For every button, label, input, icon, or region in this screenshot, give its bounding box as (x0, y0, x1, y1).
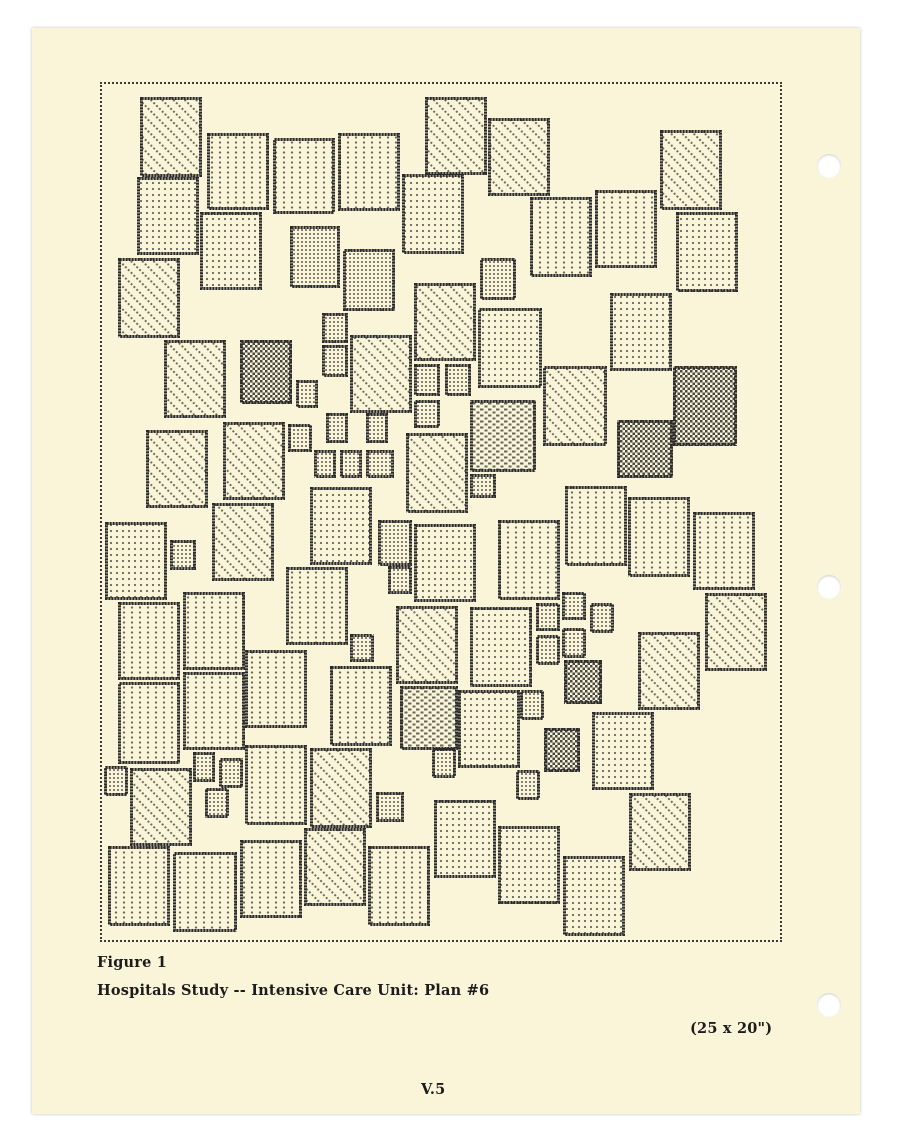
room-fill (350, 335, 412, 413)
room-block (402, 174, 464, 254)
room-fill (118, 682, 180, 764)
room-block (673, 366, 737, 446)
room-fill (118, 258, 180, 338)
room-fill (562, 628, 586, 658)
room-fill (104, 766, 128, 796)
room-fill (105, 522, 167, 600)
room-block (563, 856, 625, 936)
room-fill (470, 400, 536, 472)
room-block (414, 524, 476, 602)
room-fill (330, 666, 392, 746)
room-block (366, 413, 388, 443)
room-fill (536, 635, 560, 665)
room-fill (445, 364, 471, 396)
room-fill (629, 793, 691, 871)
room-block (310, 748, 372, 828)
room-block (200, 212, 262, 290)
room-fill (322, 313, 348, 343)
room-fill (414, 400, 440, 428)
room-block (304, 828, 366, 906)
room-block (705, 593, 767, 671)
room-block (205, 788, 229, 818)
room-block (425, 97, 487, 175)
room-fill (378, 520, 412, 566)
room-block (350, 335, 412, 413)
room-block (183, 592, 245, 670)
room-fill (376, 792, 404, 822)
room-block (140, 97, 202, 177)
room-block (396, 606, 458, 684)
room-fill (310, 487, 372, 565)
room-block (366, 450, 394, 478)
room-fill (338, 133, 400, 211)
room-block (170, 540, 196, 570)
room-fill (543, 366, 607, 446)
figure-label: Figure 1 (97, 954, 168, 971)
room-block (173, 852, 237, 932)
room-fill (164, 340, 226, 418)
room-fill (673, 366, 737, 446)
room-block (400, 686, 458, 750)
room-block (350, 634, 374, 662)
room-block (245, 650, 307, 728)
room-block (544, 728, 580, 772)
room-block (343, 249, 395, 311)
room-fill (212, 503, 274, 581)
room-fill (414, 283, 476, 361)
room-fill (520, 690, 544, 720)
room-fill (563, 856, 625, 936)
room-fill (140, 97, 202, 177)
room-block (478, 308, 542, 388)
room-fill (286, 567, 348, 645)
room-fill (470, 607, 532, 687)
room-fill (434, 800, 496, 878)
room-block (432, 748, 456, 778)
room-block (310, 487, 372, 565)
room-block (322, 345, 348, 377)
room-fill (565, 486, 627, 566)
room-fill (173, 852, 237, 932)
room-fill (705, 593, 767, 671)
room-fill (693, 512, 755, 590)
room-block (290, 226, 340, 288)
room-block (340, 450, 362, 478)
room-block (536, 635, 560, 665)
room-block (434, 800, 496, 878)
room-fill (170, 540, 196, 570)
room-fill (340, 450, 362, 478)
room-block (516, 770, 540, 800)
room-fill (205, 788, 229, 818)
room-fill (223, 422, 285, 500)
room-fill (498, 826, 560, 904)
room-fill (296, 380, 318, 408)
room-block (273, 138, 335, 214)
room-fill (544, 728, 580, 772)
room-fill (676, 212, 738, 292)
room-fill (536, 603, 560, 631)
room-fill (245, 650, 307, 728)
room-fill (488, 118, 550, 196)
room-block (660, 130, 722, 210)
room-fill (366, 450, 394, 478)
room-fill (562, 592, 586, 620)
room-fill (432, 748, 456, 778)
room-block (219, 758, 243, 788)
room-block (470, 607, 532, 687)
room-block (595, 190, 657, 268)
room-block (628, 497, 690, 577)
room-fill (470, 474, 496, 498)
room-block (223, 422, 285, 500)
room-fill (200, 212, 262, 290)
room-fill (108, 846, 170, 926)
page-number: V.5 (421, 1081, 446, 1098)
room-block (245, 745, 307, 825)
room-block (322, 313, 348, 343)
room-fill (146, 430, 208, 508)
room-fill (207, 133, 269, 210)
room-block (118, 602, 180, 680)
room-block (498, 826, 560, 904)
room-fill (343, 249, 395, 311)
room-fill (326, 413, 348, 443)
room-block (480, 258, 516, 300)
room-fill (638, 632, 700, 710)
room-fill (396, 606, 458, 684)
room-block (104, 766, 128, 796)
room-fill (478, 308, 542, 388)
room-block (414, 400, 440, 428)
room-fill (193, 752, 215, 782)
room-block (470, 474, 496, 498)
room-block (470, 400, 536, 472)
room-block (414, 364, 440, 396)
room-fill (402, 174, 464, 254)
room-block (498, 520, 560, 600)
room-fill (245, 745, 307, 825)
room-fill (592, 712, 654, 790)
room-fill (240, 340, 292, 404)
room-block (314, 450, 336, 478)
room-block (445, 364, 471, 396)
room-fill (610, 293, 672, 371)
room-block (676, 212, 738, 292)
room-block (629, 793, 691, 871)
room-block (137, 177, 199, 255)
room-fill (388, 566, 412, 594)
room-fill (406, 433, 468, 513)
room-fill (590, 603, 614, 633)
room-block (240, 840, 302, 918)
room-block (565, 486, 627, 566)
room-fill (273, 138, 335, 214)
room-fill (414, 364, 440, 396)
room-block (414, 283, 476, 361)
room-fill (498, 520, 560, 600)
room-block (108, 846, 170, 926)
room-block (118, 682, 180, 764)
room-fill (530, 197, 592, 277)
room-block (388, 566, 412, 594)
room-fill (240, 840, 302, 918)
room-block (212, 503, 274, 581)
room-block (326, 413, 348, 443)
figure-title: Hospitals Study -- Intensive Care Unit: Plan #6 (97, 982, 490, 999)
room-block (488, 118, 550, 196)
room-fill (130, 768, 192, 846)
room-block (520, 690, 544, 720)
room-block (296, 380, 318, 408)
room-fill (314, 450, 336, 478)
room-fill (400, 686, 458, 750)
room-block (105, 522, 167, 600)
room-block (368, 846, 430, 926)
room-fill (137, 177, 199, 255)
room-fill (564, 660, 602, 704)
room-block (240, 340, 292, 404)
room-fill (480, 258, 516, 300)
room-fill (595, 190, 657, 268)
room-fill (290, 226, 340, 288)
room-block (590, 603, 614, 633)
room-block (406, 433, 468, 513)
size-note: (25 x 20") (690, 1020, 773, 1037)
room-fill (304, 828, 366, 906)
room-fill (219, 758, 243, 788)
room-block (592, 712, 654, 790)
room-block (130, 768, 192, 846)
room-block (562, 592, 586, 620)
room-fill (183, 672, 245, 750)
room-block (146, 430, 208, 508)
room-fill (628, 497, 690, 577)
room-block (378, 520, 412, 566)
room-block (610, 293, 672, 371)
room-block (164, 340, 226, 418)
room-block (562, 628, 586, 658)
room-block (193, 752, 215, 782)
room-block (330, 666, 392, 746)
room-fill (350, 634, 374, 662)
room-block (543, 366, 607, 446)
room-block (638, 632, 700, 710)
room-fill (288, 424, 312, 452)
room-block (286, 567, 348, 645)
room-block (693, 512, 755, 590)
room-fill (516, 770, 540, 800)
room-fill (458, 690, 520, 768)
room-block (536, 603, 560, 631)
room-block (183, 672, 245, 750)
room-fill (617, 420, 673, 478)
room-fill (368, 846, 430, 926)
room-block (617, 420, 673, 478)
room-block (288, 424, 312, 452)
room-fill (660, 130, 722, 210)
room-block (207, 133, 269, 210)
room-fill (118, 602, 180, 680)
room-fill (366, 413, 388, 443)
room-fill (425, 97, 487, 175)
room-fill (310, 748, 372, 828)
room-block (338, 133, 400, 211)
room-fill (322, 345, 348, 377)
room-block (376, 792, 404, 822)
room-block (118, 258, 180, 338)
room-block (564, 660, 602, 704)
room-block (458, 690, 520, 768)
room-fill (414, 524, 476, 602)
room-fill (183, 592, 245, 670)
room-block (530, 197, 592, 277)
